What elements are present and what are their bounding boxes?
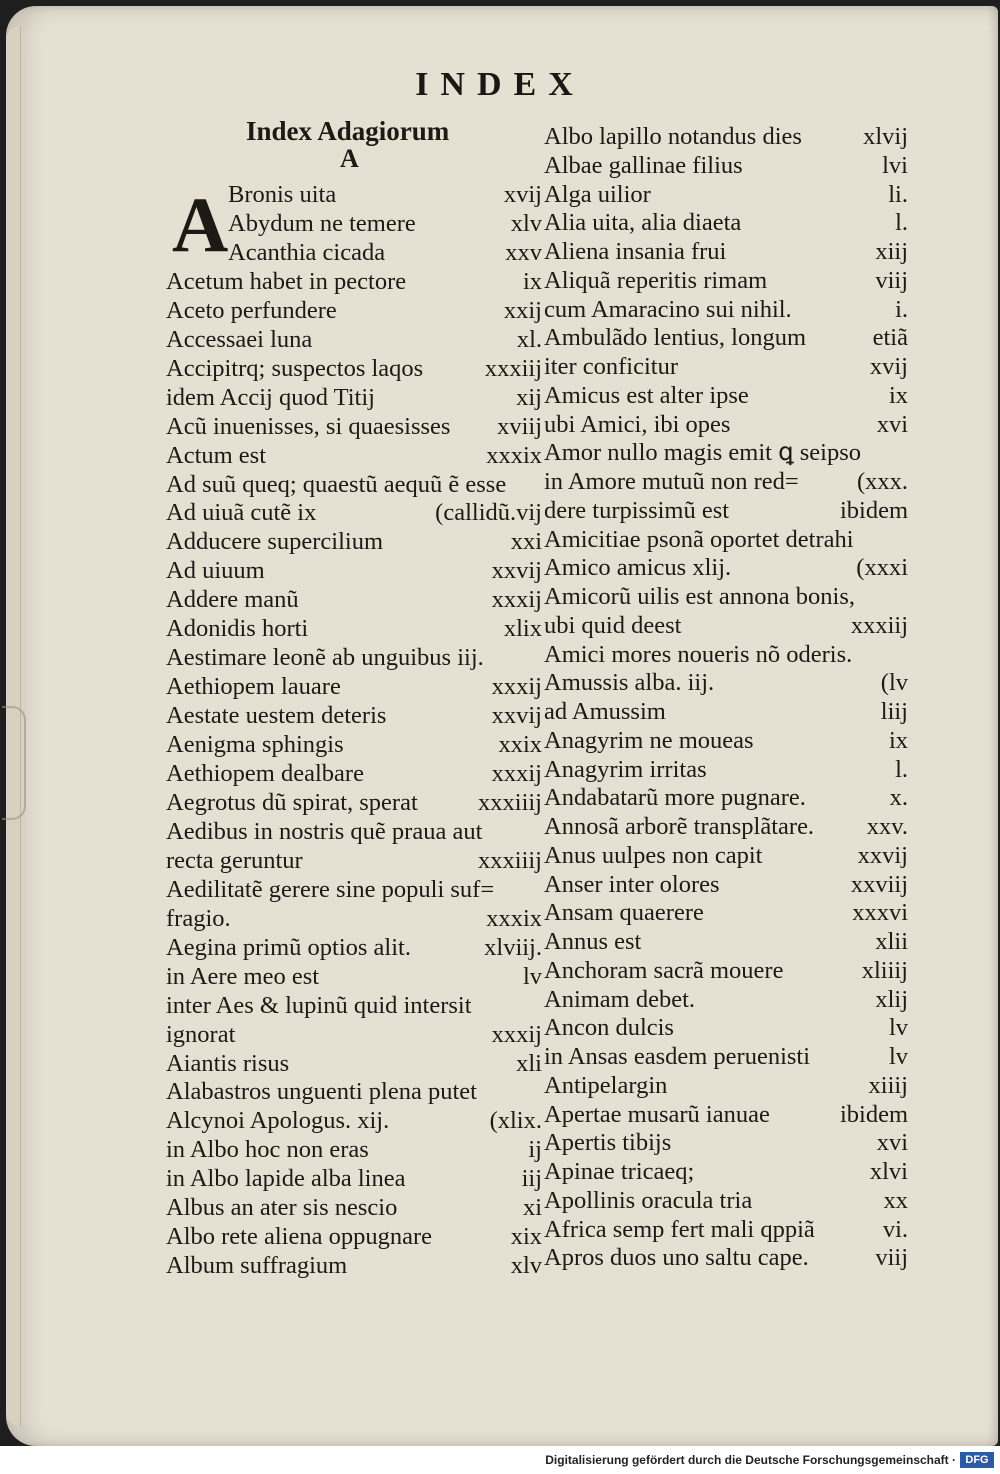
entry-page-number: xxij	[503, 296, 542, 324]
entry-page-number: xxxij	[491, 1020, 542, 1048]
entry-text: in Aere meo est	[166, 962, 320, 990]
entry-page-number: xxvij	[857, 841, 908, 869]
entry-text: Alga uilior	[544, 180, 651, 208]
entry-text: Annosã arborẽ transplãtare.	[544, 813, 815, 840]
index-entry	[544, 180, 908, 210]
index-entry	[544, 208, 908, 238]
entry-text: Adducere supercilium	[166, 528, 384, 556]
entry-page-number: i.	[895, 295, 908, 323]
entry-page-number: xviij	[497, 412, 542, 440]
index-entry	[166, 383, 542, 413]
entry-page-number: xxv	[505, 238, 542, 266]
entry-text: inter Aes & lupinũ quid intersit	[166, 991, 472, 1019]
index-entry	[544, 870, 908, 900]
entry-text: iter conficitur	[544, 353, 679, 380]
entry-text: Accipitrq; suspectos laqos	[166, 354, 424, 382]
index-entry	[166, 180, 542, 210]
entry-text: Actum est	[166, 441, 267, 469]
index-entry	[544, 1215, 908, 1245]
index-entry	[166, 933, 542, 963]
entry-text: Africa semp fert mali qppiã	[544, 1215, 815, 1243]
entry-page-number: xliiij	[861, 956, 908, 984]
entry-text: Aestimare leonẽ ab unguibus iij.	[166, 644, 484, 672]
index-entry	[544, 1243, 908, 1273]
entry-page-number: ibidem	[839, 1100, 908, 1128]
entry-page-number: (xxx.	[856, 468, 908, 495]
index-entry	[544, 1042, 908, 1072]
index-entry	[544, 697, 908, 727]
entry-text: Aedilitatẽ gerere sine populi suf=	[166, 875, 495, 903]
entry-page-number: lvi	[882, 151, 908, 179]
index-entry	[544, 668, 908, 698]
entry-page-number: xxxix	[486, 904, 542, 932]
index-entry	[166, 1106, 542, 1136]
index-entry	[544, 898, 908, 928]
entry-page-number: ij	[528, 1136, 542, 1164]
entry-text: Aiantis risus	[166, 1049, 290, 1077]
entry-page-number: ix	[888, 381, 908, 409]
entry-page-number: xvi	[876, 410, 908, 438]
entry-text: cum Amaracino sui nihil.	[544, 295, 792, 323]
entry-text: Aedibus in nostris quẽ praua aut	[166, 817, 483, 845]
entry-text: Amussis alba. iij.	[544, 669, 715, 697]
entry-text: Addere manũ	[166, 586, 299, 614]
index-entry	[166, 1135, 542, 1165]
page-header: INDEX	[415, 66, 585, 103]
index-entry	[544, 783, 908, 813]
entry-page-number: (xlix.	[489, 1107, 542, 1135]
entry-page-number: xvij	[869, 353, 908, 380]
index-entry	[544, 237, 908, 267]
index-entry	[166, 614, 542, 644]
entry-text: Aliena insania frui	[544, 238, 727, 265]
entry-text: ubi Amici, ibi opes	[544, 410, 731, 438]
entry-text: Acũ inuenisses, si quaesisses	[166, 412, 451, 440]
entry-page-number: xxviij	[850, 870, 908, 898]
index-entry	[544, 352, 908, 382]
entry-page-number: xvi	[876, 1129, 908, 1157]
index-entry	[544, 841, 908, 871]
index-entry	[166, 1049, 542, 1079]
index-entry	[544, 381, 908, 411]
entry-page-number: vi.	[882, 1215, 908, 1243]
entry-text: Alia uita, alia diaeta	[544, 209, 742, 237]
entry-page-number: xix	[510, 1223, 542, 1251]
index-entry	[166, 875, 542, 905]
entry-text: Alabastros unguenti plena putet	[166, 1078, 477, 1106]
entry-page-number: xxv.	[866, 813, 908, 840]
entry-text: Ad suũ queq; quaestũ aequũ ẽ esse	[166, 470, 507, 498]
entry-text: Ansam quaerere	[544, 899, 704, 927]
entry-text: Acanthia cicada	[228, 238, 386, 266]
entry-text: Albo rete aliena oppugnare	[166, 1223, 432, 1251]
entry-text: Apertis tibijs	[544, 1129, 672, 1157]
index-entry	[544, 525, 908, 555]
entry-text: Aethiopem lauare	[166, 673, 341, 701]
entry-text: Anus uulpes non capit	[544, 841, 763, 869]
entry-page-number: lv	[888, 1014, 908, 1042]
entry-page-number: (callidũ.vij	[435, 499, 542, 527]
index-entry	[166, 209, 542, 239]
index-entry	[544, 755, 908, 785]
entry-page-number: xxxiiij	[478, 788, 542, 816]
entry-page-number: li.	[888, 180, 908, 208]
entry-text: Apertae musarũ ianuae	[544, 1100, 770, 1128]
entry-text: Anagyrim irritas	[544, 755, 707, 783]
entry-text: dere turpissimũ est	[544, 496, 730, 524]
index-entry	[544, 467, 908, 497]
entry-text: Amico amicus xlij.	[544, 554, 732, 582]
entry-text: Aenigma sphingis	[166, 731, 344, 759]
index-entry	[166, 672, 542, 702]
entry-text: Ad uiuã cutẽ ix	[166, 499, 317, 527]
entry-text: ubi quid deest	[544, 611, 682, 639]
index-entry	[166, 238, 542, 268]
entry-page-number: etiã	[872, 324, 908, 352]
index-entry	[544, 1100, 908, 1130]
index-entry	[166, 846, 542, 876]
entry-text: Alcynoi Apologus. xij.	[166, 1107, 390, 1135]
entry-text: Amicorũ uilis est annona bonis,	[544, 583, 855, 610]
index-entry	[166, 962, 542, 992]
index-entry	[166, 498, 542, 528]
entry-text: Albo lapillo notandus dies	[544, 123, 802, 150]
entry-page-number: xxvij	[491, 702, 542, 730]
entry-text: Albus an ater sis nescio	[166, 1194, 398, 1222]
page-clip	[2, 706, 26, 820]
entry-page-number: xlviij.	[484, 933, 542, 961]
entry-text: Aestate uestem deteris	[166, 702, 387, 730]
entry-page-number: xxxiiij	[478, 846, 542, 874]
index-entry	[166, 556, 542, 586]
index-entry	[166, 470, 542, 500]
entry-text: Ancon dulcis	[544, 1014, 674, 1042]
entry-page-number: ibidem	[839, 496, 908, 524]
index-entry	[544, 812, 908, 842]
funding-credit: Digitalisierung gefördert durch die Deutsche Forschungsgemeinschaft ·	[545, 1453, 956, 1467]
entry-page-number: xxxix	[486, 441, 542, 469]
index-entry	[166, 1020, 542, 1050]
index-entry	[166, 267, 542, 297]
entry-text: Aegina primũ optios alit.	[166, 933, 411, 961]
entry-text: fragio.	[166, 904, 231, 932]
entry-text: ignorat	[166, 1020, 236, 1048]
index-entry	[544, 640, 908, 670]
entry-page-number: iij	[521, 1165, 542, 1193]
entry-page-number: x.	[889, 784, 908, 812]
index-entry	[166, 1222, 542, 1252]
entry-page-number: xvij	[503, 181, 542, 208]
entry-text: ad Amussim	[544, 698, 666, 725]
index-entry	[544, 1186, 908, 1216]
index-entry	[544, 611, 908, 641]
dfg-logo: DFG	[960, 1452, 994, 1468]
index-entry	[544, 151, 908, 181]
index-entry	[166, 585, 542, 615]
entry-page-number: xlvij	[863, 123, 908, 150]
index-entry	[166, 817, 542, 847]
entry-page-number: xxvij	[491, 557, 542, 585]
index-entry	[166, 788, 542, 818]
entry-text: Amor nullo magis emit ꝗ seipso	[544, 439, 862, 467]
index-entry	[166, 354, 542, 384]
entry-text: Ad uiuum	[166, 557, 265, 585]
index-entry	[166, 701, 542, 731]
entry-text: Abydum ne temere	[228, 209, 416, 237]
entry-text: Aethiopem dealbare	[166, 760, 364, 787]
entry-page-number: xxix	[498, 731, 542, 759]
index-entry	[544, 956, 908, 986]
entry-text: Anagyrim ne moueas	[544, 726, 754, 754]
entry-text: Bronis uita	[228, 181, 337, 208]
drop-capital: A	[172, 181, 229, 268]
entry-text: in Amore mutuũ non red=	[544, 468, 799, 495]
entry-text: idem Accij quod Titij	[166, 383, 375, 411]
entry-page-number: lv	[522, 962, 542, 990]
entry-text: Antipelargin	[544, 1071, 668, 1099]
entry-text: Aegrotus dũ spirat, sperat	[166, 788, 418, 816]
entry-page-number: xxxvi	[852, 899, 908, 927]
index-entry	[544, 266, 908, 296]
entry-text: Apros duos uno saltu cape.	[544, 1244, 809, 1272]
index-entry	[166, 412, 542, 442]
entry-text: Albae gallinae filius	[544, 151, 743, 179]
entry-text: Adonidis horti	[166, 615, 309, 643]
index-entry	[166, 1077, 542, 1107]
entry-text: in Albo hoc non eras	[166, 1136, 369, 1164]
entry-page-number: ix	[522, 267, 542, 295]
entry-text: Aliquã reperitis rimam	[544, 266, 768, 294]
entry-text: Amicus est alter ipse	[544, 381, 749, 409]
index-entry	[544, 985, 908, 1015]
entry-page-number: l.	[895, 209, 908, 237]
index-entry	[544, 1071, 908, 1101]
entry-page-number: xli	[516, 1049, 542, 1077]
entry-text: Ambulãdo lentius, longum	[544, 324, 806, 352]
entry-text: Album suffragium	[166, 1252, 348, 1280]
entry-page-number: xxxij	[491, 673, 542, 701]
section-letter: A	[340, 144, 359, 173]
entry-page-number: xlij	[875, 985, 908, 1013]
index-entry	[166, 759, 542, 789]
index-entry	[166, 1164, 542, 1194]
entry-page-number: viij	[875, 266, 908, 294]
index-entry	[544, 726, 908, 756]
entry-page-number: liij	[880, 698, 908, 725]
entry-page-number: xxxij	[491, 760, 542, 787]
entry-text: Anser inter olores	[544, 870, 720, 898]
digitization-footer	[0, 1446, 1000, 1474]
entry-page-number: xxxij	[491, 586, 542, 614]
index-entry	[166, 991, 542, 1021]
index-entry	[544, 323, 908, 353]
index-entry	[544, 1157, 908, 1187]
index-entry	[544, 410, 908, 440]
entry-page-number: xlix	[503, 615, 542, 643]
index-title: Index Adagiorum	[246, 116, 450, 146]
index-entry	[544, 553, 908, 583]
entry-page-number: (xxxi	[856, 554, 908, 582]
entry-page-number: xl.	[516, 325, 542, 353]
index-entry	[544, 438, 908, 468]
entry-page-number: ix	[888, 726, 908, 754]
index-entry	[166, 1193, 542, 1223]
index-entry	[544, 295, 908, 325]
entry-page-number: xlv	[510, 209, 542, 237]
entry-page-number: xi	[522, 1194, 542, 1222]
entry-page-number: l.	[895, 755, 908, 783]
entry-text: in Albo lapide alba linea	[166, 1165, 406, 1193]
index-entry	[544, 122, 908, 152]
entry-page-number: lv	[888, 1043, 908, 1070]
index-entry	[544, 1128, 908, 1158]
index-entry	[544, 496, 908, 526]
entry-text: Anchoram sacrã mouere	[544, 956, 784, 984]
index-entry	[544, 1013, 908, 1043]
entry-page-number: xlii	[875, 928, 908, 955]
entry-text: Amici mores noueris nõ oderis.	[544, 640, 853, 668]
entry-text: Accessaei luna	[166, 325, 313, 353]
index-entry	[166, 527, 542, 557]
index-entry	[166, 1251, 542, 1281]
entry-text: Apollinis oracula tria	[544, 1186, 753, 1214]
index-entry	[544, 582, 908, 612]
entry-page-number: xlv	[510, 1252, 542, 1280]
index-entry	[166, 441, 542, 471]
entry-page-number: xxxiij	[484, 354, 542, 382]
entry-page-number: (lv	[880, 669, 908, 697]
entry-page-number: xxi	[510, 528, 542, 556]
entry-text: Amicitiae psonã oportet detrahi	[544, 525, 854, 553]
entry-text: Annus est	[544, 928, 642, 955]
index-entry	[544, 927, 908, 957]
entry-page-number: xiij	[875, 238, 908, 265]
entry-text: Aceto perfundere	[166, 296, 337, 324]
entry-text: in Ansas easdem peruenisti	[544, 1043, 811, 1070]
entry-page-number: xlvi	[869, 1158, 908, 1185]
entry-text: Andabatarũ more pugnare.	[544, 784, 806, 812]
entry-text: Acetum habet in pectore	[166, 267, 407, 295]
index-entry	[166, 325, 542, 355]
entry-page-number: xiiij	[868, 1071, 908, 1099]
entry-page-number: xxxiij	[850, 611, 908, 639]
entry-page-number: xx	[883, 1186, 908, 1214]
entry-text: Apinae tricaeq;	[544, 1158, 695, 1185]
entry-text: Animam debet.	[544, 985, 696, 1013]
index-entry	[166, 643, 542, 673]
entry-page-number: viij	[875, 1244, 908, 1272]
index-entry	[166, 296, 542, 326]
entry-page-number: xij	[516, 383, 542, 411]
entry-text: recta geruntur	[166, 846, 303, 874]
index-entry	[166, 730, 542, 760]
index-entry	[166, 904, 542, 934]
